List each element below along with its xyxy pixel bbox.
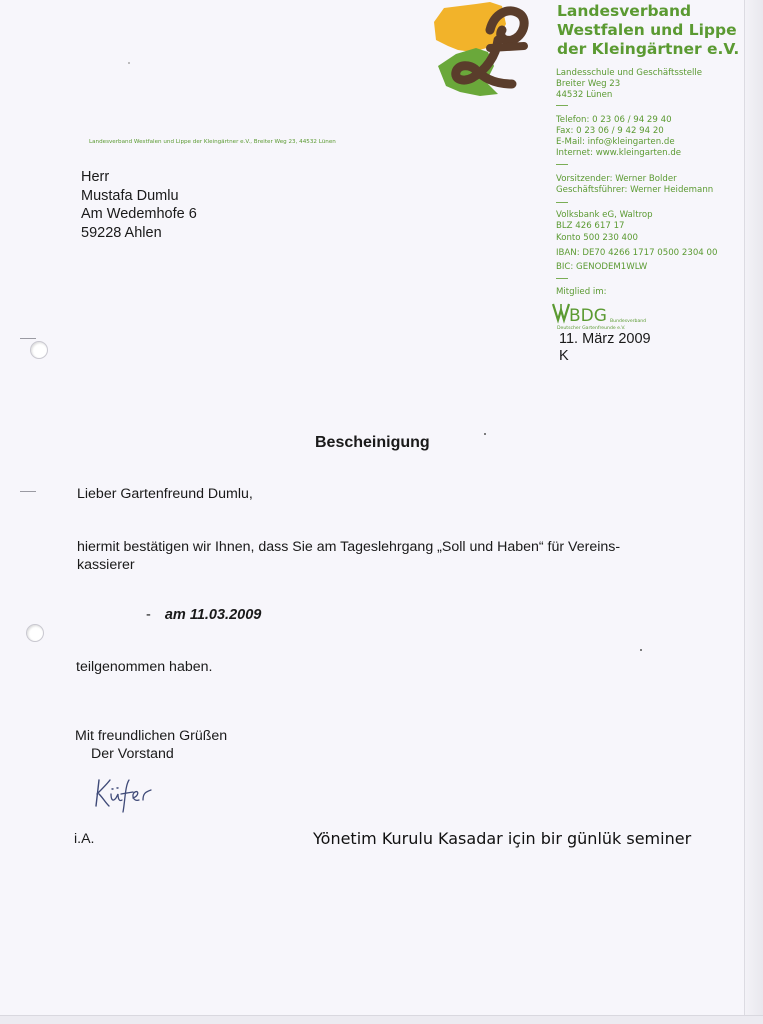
on-behalf-of: i.A. xyxy=(74,831,95,847)
org-name-line2: Westfalen und Lippe xyxy=(557,21,737,39)
board-line: Vorsitzender: Werner Bolder xyxy=(556,174,677,184)
participation-text: teilgenommen haben. xyxy=(76,659,213,675)
signature-image xyxy=(93,772,165,814)
course-date xyxy=(146,607,261,623)
member-label: Mitglied im: xyxy=(556,287,607,297)
org-name-line1: Landesverband xyxy=(557,2,692,20)
bdg-logo-subtitle: Deutscher Gartenfreunde e.V. xyxy=(557,326,626,331)
org-name-line3: der Kleingärtner e.V. xyxy=(557,40,740,58)
bank-line: BIC: GENODEM1WLW xyxy=(556,262,648,272)
bank-line: Volksbank eG, Waltrop xyxy=(556,210,653,220)
fold-mark-middle xyxy=(20,491,36,492)
scan-speck xyxy=(640,649,642,651)
contact-line: Fax: 0 23 06 / 9 42 94 20 xyxy=(556,126,664,136)
address-line: Breiter Weg 23 xyxy=(556,79,621,89)
bank-line: Konto 500 230 400 xyxy=(556,233,638,243)
page-bottom-edge xyxy=(0,1015,763,1024)
reference-mark: K xyxy=(559,348,569,364)
fold-mark-top xyxy=(20,338,36,339)
recipient-address xyxy=(81,168,197,242)
document-title: Bescheinigung xyxy=(315,434,430,451)
scan-speck xyxy=(484,433,486,435)
sender-return-address: Landesverband Westfalen und Lippe der Kleingärtner e.V., Breiter Weg 23, 44532 Lünen xyxy=(89,139,336,145)
contact-line: Telefon: 0 23 06 / 94 29 40 xyxy=(556,115,672,125)
address-line: 44532 Lünen xyxy=(556,90,613,100)
board-line: Geschäftsführer: Werner Heidemann xyxy=(556,185,714,195)
bank-line: IBAN: DE70 4266 1717 0500 2304 00 xyxy=(556,248,718,258)
recipient-line: Mustafa Dumlu xyxy=(81,187,179,204)
punch-hole-bottom xyxy=(26,624,44,642)
body-line: kassierer xyxy=(77,556,135,573)
closing-organization: Der Vorstand xyxy=(91,745,174,762)
salutation: Lieber Gartenfreund Dumlu, xyxy=(77,486,253,502)
punch-hole-top xyxy=(30,341,48,359)
letterhead-separator xyxy=(556,278,568,279)
closing-block xyxy=(75,728,227,763)
letterhead-separator xyxy=(556,164,568,165)
recipient-line: 59228 Ahlen xyxy=(81,224,162,241)
body-line: hiermit bestätigen wir Ihnen, dass Sie am Tageslehrgang „Soll und Haben“ für Vereins- xyxy=(77,539,621,555)
letter-date: 11. März 2009 xyxy=(559,331,651,347)
course-date-value: am 11.03.2009 xyxy=(164,607,262,623)
scan-speck xyxy=(128,62,130,64)
date-bullet: - xyxy=(146,607,151,623)
bdg-logo-text: BDG xyxy=(569,306,607,326)
letterhead-separator xyxy=(556,105,568,106)
address-line: Landesschule und Geschäftsstelle xyxy=(556,68,703,78)
page-edge xyxy=(744,0,763,1024)
recipient-line: Am Wedemhofe 6 xyxy=(81,206,197,222)
bdg-logo-icon xyxy=(552,300,667,334)
letterhead-separator xyxy=(556,202,568,203)
kleingaertner-logo-icon xyxy=(432,0,534,100)
body-paragraph xyxy=(77,539,620,574)
contact-line: Internet: www.kleingarten.de xyxy=(556,148,682,158)
recipient-line: Herr xyxy=(81,169,110,185)
organization-name xyxy=(557,2,739,59)
closing-greeting: Mit freundlichen Grüßen xyxy=(75,728,228,744)
contact-line: E-Mail: info@kleingarten.de xyxy=(556,137,675,147)
translation-note: Yönetim Kurulu Kasadar için bir günlük seminer xyxy=(313,829,692,848)
bank-line: BLZ 426 617 17 xyxy=(556,221,625,231)
letter-date-block xyxy=(559,331,651,365)
bdg-logo-subtitle: Bundesverband xyxy=(610,319,647,324)
